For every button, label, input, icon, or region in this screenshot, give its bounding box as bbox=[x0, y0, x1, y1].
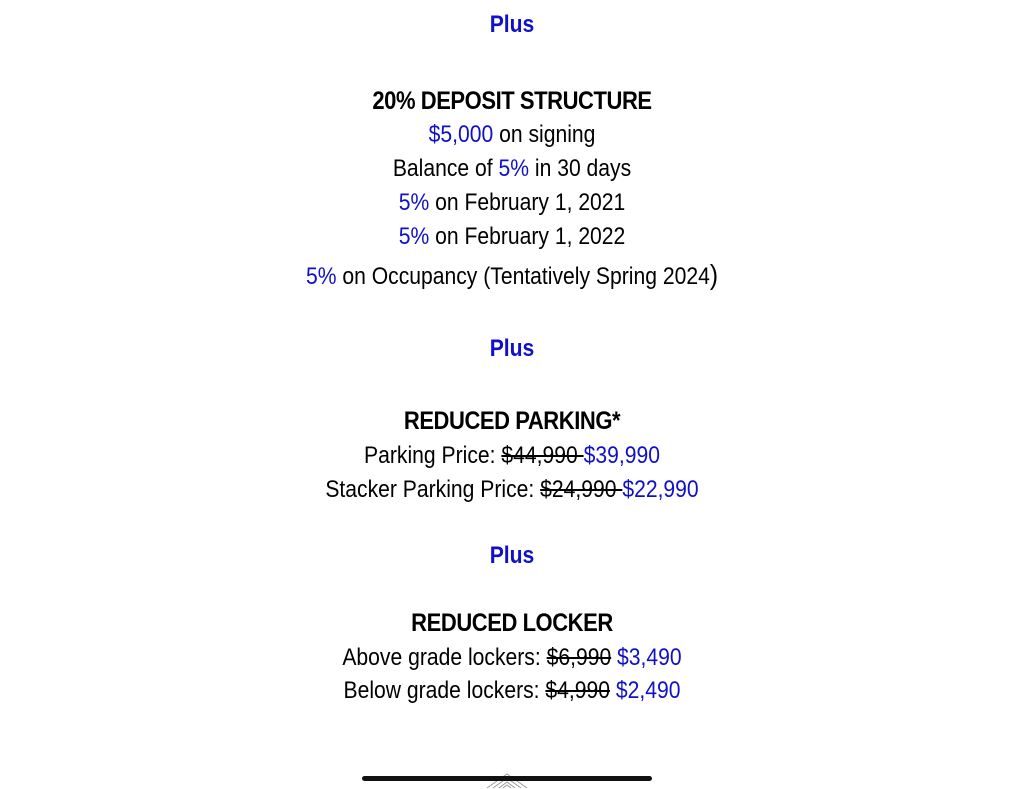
stacker-parking-old: $24,990 bbox=[540, 476, 623, 503]
deposit-occupancy-close-paren: ) bbox=[709, 259, 719, 290]
deposit-structure-heading: 20% DEPOSIT STRUCTURE bbox=[372, 87, 652, 115]
reduced-parking-heading: REDUCED PARKING* bbox=[403, 407, 621, 435]
below-grade-new: $2,490 bbox=[610, 677, 681, 704]
plus-label-1: Plus bbox=[489, 11, 535, 38]
stacker-parking-label: Stacker Parking Price: bbox=[325, 476, 541, 503]
below-grade-old: $4,990 bbox=[545, 677, 611, 704]
reduced-locker-heading: REDUCED LOCKER bbox=[411, 609, 613, 637]
deposit-line-feb-2022 bbox=[61, 222, 962, 252]
deposit-line-balance bbox=[61, 154, 962, 184]
deposit-feb-2022-text: on February 1, 2022 bbox=[429, 223, 626, 250]
deposit-balance-text: in 30 days bbox=[529, 155, 632, 182]
deposit-balance-pre: Balance of bbox=[392, 155, 499, 182]
parking-price-row bbox=[61, 441, 962, 471]
plus-label-3: Plus bbox=[489, 542, 535, 569]
above-grade-lockers-row bbox=[61, 643, 962, 673]
deposit-occupancy-text: on Occupancy (Tentatively Spring 2024 bbox=[336, 263, 710, 290]
deposit-feb-2021-percent: 5% bbox=[398, 189, 430, 216]
parking-price-old: $44,990 bbox=[501, 442, 584, 469]
above-grade-old: $6,990 bbox=[546, 644, 612, 671]
parking-price-new: $39,990 bbox=[583, 442, 660, 469]
below-grade-lockers-row bbox=[61, 676, 962, 706]
parking-price-label: Parking Price: bbox=[364, 442, 502, 469]
stacker-parking-price-row bbox=[61, 475, 962, 505]
below-grade-label: Below grade lockers: bbox=[343, 677, 546, 704]
above-grade-label: Above grade lockers: bbox=[342, 644, 547, 671]
stacker-parking-new: $22,990 bbox=[622, 476, 699, 503]
deposit-feb-2021-text: on February 1, 2021 bbox=[429, 189, 626, 216]
deposit-line-signing bbox=[61, 120, 962, 150]
plus-label-2: Plus bbox=[489, 335, 535, 362]
deposit-signing-text: on signing bbox=[493, 121, 596, 148]
deposit-feb-2022-percent: 5% bbox=[398, 223, 430, 250]
deposit-balance-percent: 5% bbox=[498, 155, 530, 182]
deposit-line-occupancy bbox=[61, 260, 962, 292]
deposit-line-feb-2021 bbox=[61, 188, 962, 218]
above-grade-new: $3,490 bbox=[611, 644, 682, 671]
home-indicator-bar[interactable] bbox=[362, 776, 652, 781]
deposit-occupancy-percent: 5% bbox=[305, 263, 337, 290]
deposit-signing-amount: $5,000 bbox=[428, 121, 494, 148]
